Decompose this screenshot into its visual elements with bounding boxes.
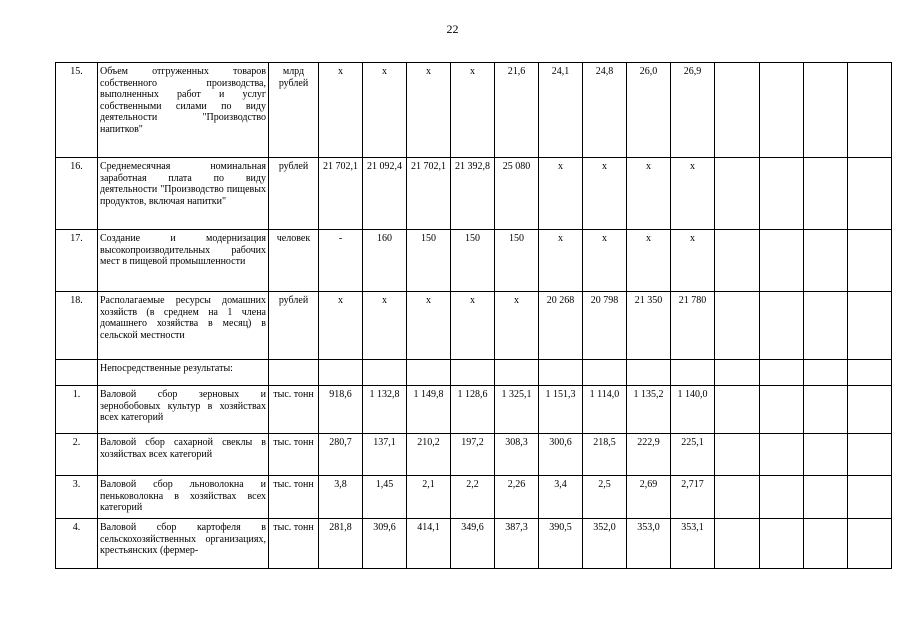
- empty-cell: [495, 360, 539, 386]
- empty-cell: [715, 63, 760, 158]
- empty-cell: [715, 230, 760, 292]
- value-cell: 1,45: [363, 476, 407, 519]
- empty-cell: [715, 292, 760, 360]
- value-cell: х: [407, 63, 451, 158]
- value-cell: 225,1: [671, 434, 715, 476]
- value-cell: 349,6: [451, 519, 495, 569]
- row-number: 17.: [56, 230, 98, 292]
- empty-cell: [848, 63, 892, 158]
- value-cell: 26,9: [671, 63, 715, 158]
- page-number: 22: [446, 22, 459, 36]
- empty-cell: [715, 519, 760, 569]
- value-cell: 1 325,1: [495, 386, 539, 434]
- value-cell: 2,5: [583, 476, 627, 519]
- value-cell: 218,5: [583, 434, 627, 476]
- empty-cell: [760, 63, 804, 158]
- value-cell: 1 135,2: [627, 386, 671, 434]
- unit-cell: рублей: [269, 158, 319, 230]
- empty-cell: [539, 360, 583, 386]
- row-number: 1.: [56, 386, 98, 434]
- empty-cell: [715, 360, 760, 386]
- value-cell: х: [363, 292, 407, 360]
- unit-cell: тыс. тонн: [269, 386, 319, 434]
- row-number-cell: [56, 360, 98, 386]
- empty-cell: [804, 360, 848, 386]
- value-cell: 21,6: [495, 63, 539, 158]
- table-row: [56, 292, 892, 360]
- value-cell: х: [539, 230, 583, 292]
- table-row: [56, 158, 892, 230]
- empty-cell: [848, 434, 892, 476]
- empty-cell: [804, 434, 848, 476]
- value-cell: х: [627, 158, 671, 230]
- value-cell: 160: [363, 230, 407, 292]
- value-cell: х: [583, 230, 627, 292]
- empty-cell: [760, 360, 804, 386]
- empty-cell: [760, 292, 804, 360]
- empty-cell: [804, 292, 848, 360]
- indicator-name: Валовой сбор картофеля в сельскохозяйственных организациях, крестьянских (фермер-: [98, 519, 269, 569]
- value-cell: 1 140,0: [671, 386, 715, 434]
- empty-cell: [848, 519, 892, 569]
- empty-cell: [451, 360, 495, 386]
- indicator-name: Объем отгруженных товаров собственного производства, выполненных работ и услуг собственными силами по виду деятельности "Производство напитков": [98, 63, 269, 158]
- value-cell: 21 350: [627, 292, 671, 360]
- empty-cell: [804, 476, 848, 519]
- empty-cell: [627, 360, 671, 386]
- empty-cell: [760, 476, 804, 519]
- row-number: 16.: [56, 158, 98, 230]
- value-cell: х: [583, 158, 627, 230]
- empty-cell: [848, 292, 892, 360]
- value-cell: 21 702,1: [319, 158, 363, 230]
- empty-cell: [804, 230, 848, 292]
- value-cell: х: [319, 292, 363, 360]
- value-cell: -: [319, 230, 363, 292]
- value-cell: х: [451, 63, 495, 158]
- empty-cell: [269, 360, 319, 386]
- value-cell: 3,4: [539, 476, 583, 519]
- empty-cell: [715, 434, 760, 476]
- value-cell: 21 392,8: [451, 158, 495, 230]
- empty-cell: [760, 158, 804, 230]
- value-cell: 24,8: [583, 63, 627, 158]
- unit-cell: млрд рублей: [269, 63, 319, 158]
- table-row: [56, 386, 892, 434]
- value-cell: 280,7: [319, 434, 363, 476]
- empty-cell: [848, 158, 892, 230]
- unit-cell: тыс. тонн: [269, 476, 319, 519]
- value-cell: 150: [495, 230, 539, 292]
- value-cell: 1 151,3: [539, 386, 583, 434]
- value-cell: 353,1: [671, 519, 715, 569]
- value-cell: 352,0: [583, 519, 627, 569]
- value-cell: 2,717: [671, 476, 715, 519]
- indicator-name: Располагаемые ресурсы домашних хозяйств (в среднем на 1 члена домашнего хозяйства в месяц) в сельской местности: [98, 292, 269, 360]
- value-cell: 918,6: [319, 386, 363, 434]
- value-cell: 390,5: [539, 519, 583, 569]
- value-cell: 308,3: [495, 434, 539, 476]
- row-number: 2.: [56, 434, 98, 476]
- value-cell: 20 798: [583, 292, 627, 360]
- indicators-table: [55, 62, 892, 569]
- value-cell: 25 080: [495, 158, 539, 230]
- value-cell: х: [671, 230, 715, 292]
- value-cell: 24,1: [539, 63, 583, 158]
- value-cell: 21 780: [671, 292, 715, 360]
- value-cell: х: [671, 158, 715, 230]
- value-cell: 1 132,8: [363, 386, 407, 434]
- table-row: [56, 476, 892, 519]
- value-cell: х: [363, 63, 407, 158]
- value-cell: 3,8: [319, 476, 363, 519]
- value-cell: 2,2: [451, 476, 495, 519]
- value-cell: 20 268: [539, 292, 583, 360]
- value-cell: 1 149,8: [407, 386, 451, 434]
- empty-cell: [848, 476, 892, 519]
- empty-cell: [848, 230, 892, 292]
- value-cell: х: [407, 292, 451, 360]
- value-cell: 26,0: [627, 63, 671, 158]
- empty-cell: [804, 519, 848, 569]
- row-number: 4.: [56, 519, 98, 569]
- value-cell: 21 092,4: [363, 158, 407, 230]
- indicator-name: Создание и модернизация высокопроизводительных рабочих мест в пищевой промышленности: [98, 230, 269, 292]
- value-cell: 1 128,6: [451, 386, 495, 434]
- value-cell: х: [627, 230, 671, 292]
- indicator-name: Валовой сбор льноволокна и пеньковолокна в хозяйствах всех категорий: [98, 476, 269, 519]
- value-cell: 414,1: [407, 519, 451, 569]
- value-cell: 281,8: [319, 519, 363, 569]
- value-cell: х: [451, 292, 495, 360]
- empty-cell: [804, 386, 848, 434]
- row-number: 18.: [56, 292, 98, 360]
- value-cell: 222,9: [627, 434, 671, 476]
- empty-cell: [715, 476, 760, 519]
- row-number: 15.: [56, 63, 98, 158]
- value-cell: 2,26: [495, 476, 539, 519]
- value-cell: 150: [451, 230, 495, 292]
- value-cell: 197,2: [451, 434, 495, 476]
- unit-cell: человек: [269, 230, 319, 292]
- value-cell: 309,6: [363, 519, 407, 569]
- empty-cell: [760, 434, 804, 476]
- value-cell: х: [319, 63, 363, 158]
- row-number: 3.: [56, 476, 98, 519]
- indicator-name: Среднемесячная номинальная заработная плата по виду деятельности "Производство пищевых продуктов, включая напитки": [98, 158, 269, 230]
- unit-cell: рублей: [269, 292, 319, 360]
- empty-cell: [848, 386, 892, 434]
- empty-cell: [760, 519, 804, 569]
- empty-cell: [671, 360, 715, 386]
- empty-cell: [760, 386, 804, 434]
- value-cell: 2,69: [627, 476, 671, 519]
- section-heading: Непосредственные результаты:: [98, 360, 269, 386]
- value-cell: 387,3: [495, 519, 539, 569]
- empty-cell: [715, 158, 760, 230]
- empty-cell: [848, 360, 892, 386]
- section-row: [56, 360, 892, 386]
- empty-cell: [583, 360, 627, 386]
- empty-cell: [760, 230, 804, 292]
- table-row: [56, 519, 892, 569]
- value-cell: 300,6: [539, 434, 583, 476]
- indicator-name: Валовой сбор сахарной свеклы в хозяйствах всех категорий: [98, 434, 269, 476]
- value-cell: х: [539, 158, 583, 230]
- table-body: [56, 63, 892, 569]
- indicator-name: Валовой сбор зерновых и зернобобовых культур в хозяйствах всех категорий: [98, 386, 269, 434]
- empty-cell: [804, 63, 848, 158]
- table-row: [56, 63, 892, 158]
- table-row: [56, 230, 892, 292]
- empty-cell: [319, 360, 363, 386]
- value-cell: 1 114,0: [583, 386, 627, 434]
- value-cell: 137,1: [363, 434, 407, 476]
- empty-cell: [804, 158, 848, 230]
- empty-cell: [363, 360, 407, 386]
- value-cell: х: [495, 292, 539, 360]
- value-cell: 210,2: [407, 434, 451, 476]
- value-cell: 2,1: [407, 476, 451, 519]
- value-cell: 150: [407, 230, 451, 292]
- empty-cell: [407, 360, 451, 386]
- unit-cell: тыс. тонн: [269, 434, 319, 476]
- table-row: [56, 434, 892, 476]
- value-cell: 21 702,1: [407, 158, 451, 230]
- value-cell: 353,0: [627, 519, 671, 569]
- unit-cell: тыс. тонн: [269, 519, 319, 569]
- empty-cell: [715, 386, 760, 434]
